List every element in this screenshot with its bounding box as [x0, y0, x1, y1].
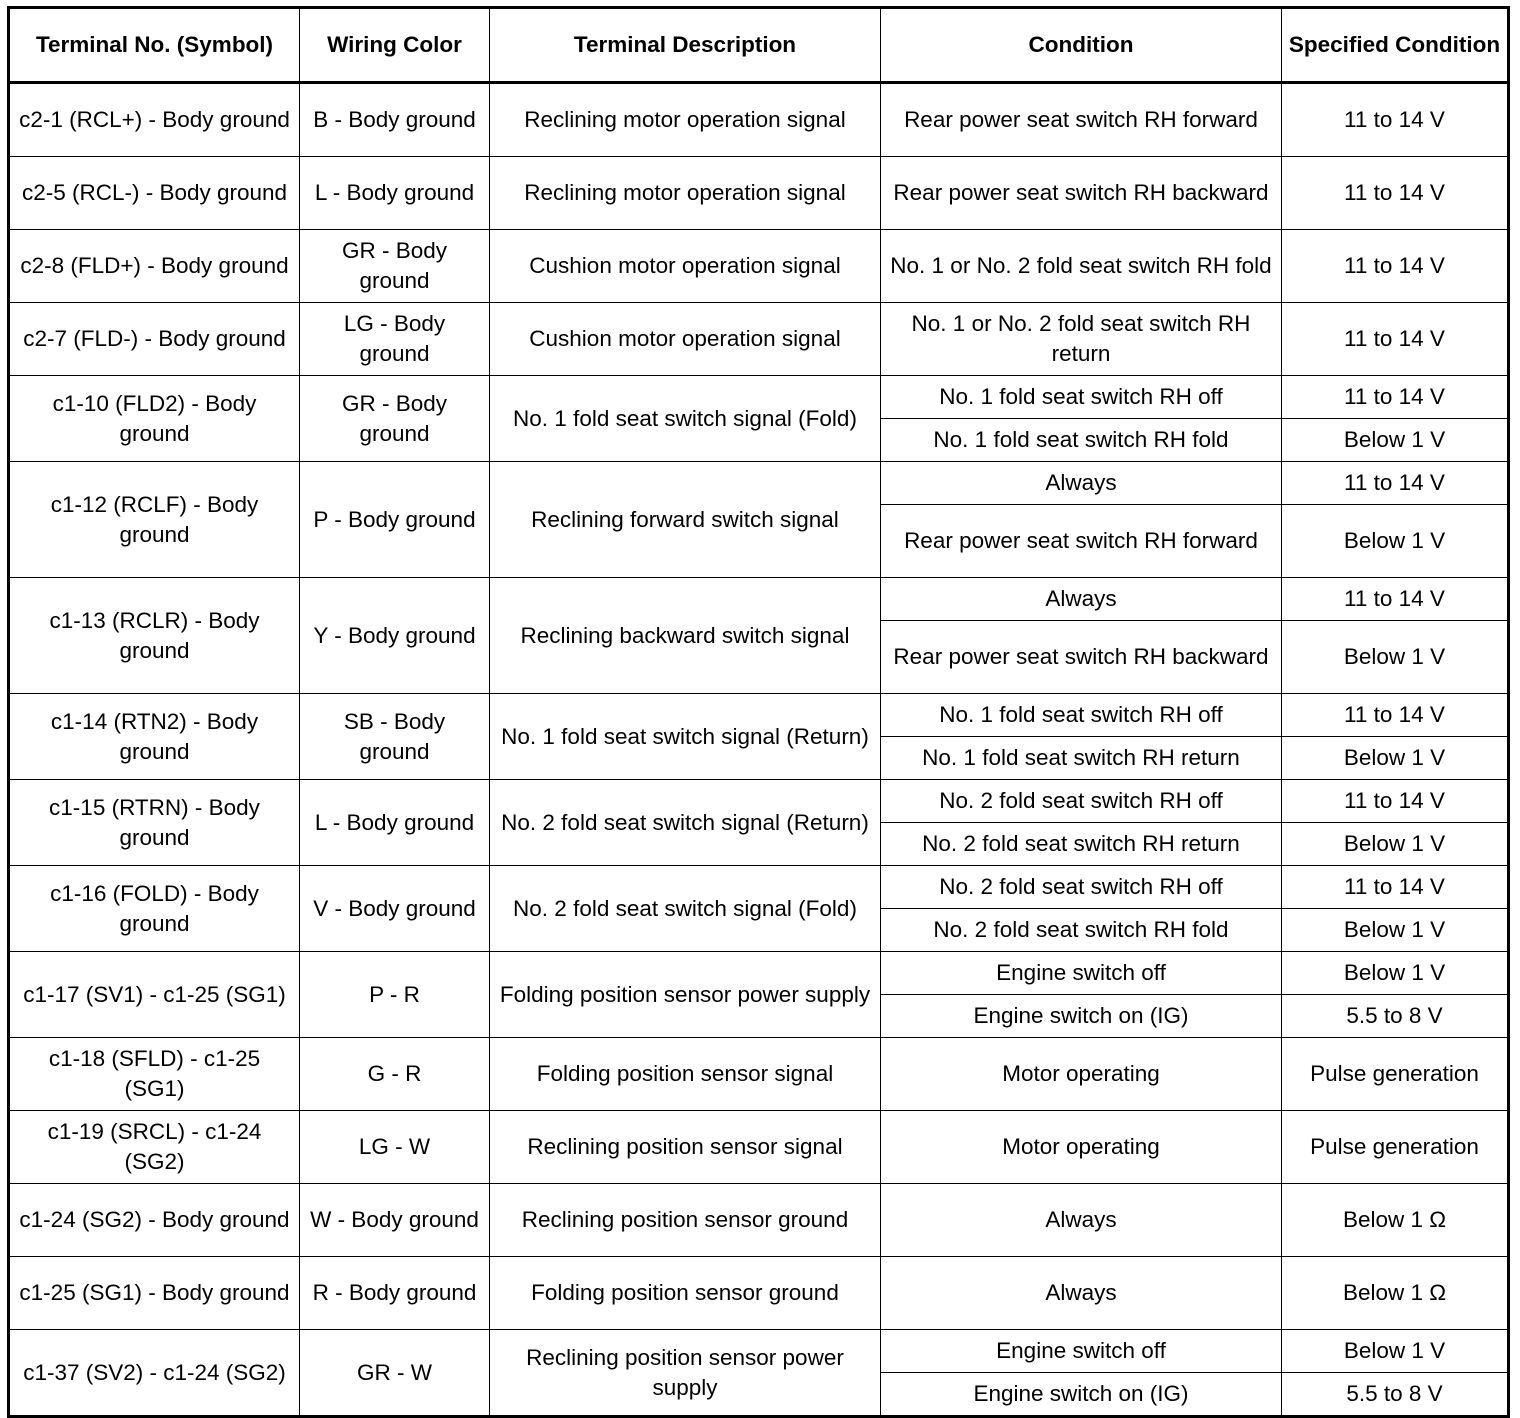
terminal-spec-table: [7, 6, 1510, 1418]
cell-wiring-color: V - Body ground: [300, 866, 490, 952]
cell-condition: Engine switch off: [881, 1330, 1282, 1373]
cell-wiring-color: G - R: [300, 1038, 490, 1111]
cell-description: Folding position sensor ground: [490, 1257, 881, 1330]
cell-wiring-color: P - R: [300, 952, 490, 1038]
cell-terminal: c1-19 (SRCL) - c1-24 (SG2): [9, 1111, 300, 1184]
cell-terminal: c2-7 (FLD-) - Body ground: [9, 303, 300, 376]
cell-condition: No. 2 fold seat switch RH return: [881, 823, 1282, 866]
cell-specified-condition: Below 1 V: [1282, 1330, 1509, 1373]
cell-condition: No. 1 fold seat switch RH return: [881, 737, 1282, 780]
cell-specified-condition: 11 to 14 V: [1282, 157, 1509, 230]
cell-wiring-color: W - Body ground: [300, 1184, 490, 1257]
table-row: [9, 1038, 1509, 1111]
cell-condition: Always: [881, 1257, 1282, 1330]
table-row: [9, 1330, 1509, 1373]
cell-terminal: c1-16 (FOLD) - Body ground: [9, 866, 300, 952]
cell-description: Reclining position sensor power supply: [490, 1330, 881, 1417]
cell-condition: Rear power seat switch RH backward: [881, 157, 1282, 230]
cell-specified-condition: Below 1 V: [1282, 737, 1509, 780]
table-body: [9, 83, 1509, 1417]
cell-description: Reclining position sensor signal: [490, 1111, 881, 1184]
cell-terminal: c1-24 (SG2) - Body ground: [9, 1184, 300, 1257]
cell-terminal: c1-13 (RCLR) - Body ground: [9, 578, 300, 694]
table-row: [9, 578, 1509, 621]
cell-condition: Engine switch on (IG): [881, 995, 1282, 1038]
header-terminal-description: Terminal Description: [490, 8, 881, 83]
table-row: [9, 694, 1509, 737]
cell-description: Reclining backward switch signal: [490, 578, 881, 694]
table-row: [9, 303, 1509, 376]
cell-wiring-color: R - Body ground: [300, 1257, 490, 1330]
cell-condition: No. 1 fold seat switch RH off: [881, 694, 1282, 737]
cell-condition: No. 2 fold seat switch RH fold: [881, 909, 1282, 952]
table-row: [9, 462, 1509, 505]
cell-terminal: c1-14 (RTN2) - Body ground: [9, 694, 300, 780]
cell-specified-condition: 11 to 14 V: [1282, 462, 1509, 505]
cell-specified-condition: 11 to 14 V: [1282, 866, 1509, 909]
cell-condition: No. 2 fold seat switch RH off: [881, 866, 1282, 909]
cell-condition: Always: [881, 1184, 1282, 1257]
table-row: [9, 376, 1509, 419]
cell-wiring-color: LG - Body ground: [300, 303, 490, 376]
cell-description: Reclining forward switch signal: [490, 462, 881, 578]
cell-description: Cushion motor operation signal: [490, 230, 881, 303]
cell-description: No. 1 fold seat switch signal (Fold): [490, 376, 881, 462]
cell-condition: Rear power seat switch RH forward: [881, 505, 1282, 578]
header-row: [9, 8, 1509, 83]
cell-specified-condition: Below 1 V: [1282, 621, 1509, 694]
cell-condition: Rear power seat switch RH forward: [881, 83, 1282, 157]
table-row: [9, 230, 1509, 303]
cell-description: Folding position sensor power supply: [490, 952, 881, 1038]
cell-terminal: c1-37 (SV2) - c1-24 (SG2): [9, 1330, 300, 1417]
cell-wiring-color: Y - Body ground: [300, 578, 490, 694]
table-row: [9, 1257, 1509, 1330]
cell-condition: Always: [881, 578, 1282, 621]
cell-specified-condition: Below 1 V: [1282, 419, 1509, 462]
cell-condition: Engine switch off: [881, 952, 1282, 995]
cell-specified-condition: 11 to 14 V: [1282, 83, 1509, 157]
cell-specified-condition: 11 to 14 V: [1282, 303, 1509, 376]
cell-wiring-color: LG - W: [300, 1111, 490, 1184]
cell-specified-condition: 11 to 14 V: [1282, 578, 1509, 621]
cell-description: Cushion motor operation signal: [490, 303, 881, 376]
cell-terminal: c2-8 (FLD+) - Body ground: [9, 230, 300, 303]
cell-description: Reclining position sensor ground: [490, 1184, 881, 1257]
cell-condition: Always: [881, 462, 1282, 505]
cell-condition: Motor operating: [881, 1111, 1282, 1184]
table-row: [9, 866, 1509, 909]
cell-terminal: c1-10 (FLD2) - Body ground: [9, 376, 300, 462]
cell-terminal: c1-25 (SG1) - Body ground: [9, 1257, 300, 1330]
cell-specified-condition: 11 to 14 V: [1282, 376, 1509, 419]
cell-wiring-color: L - Body ground: [300, 157, 490, 230]
cell-specified-condition: Below 1 Ω: [1282, 1184, 1509, 1257]
cell-condition: No. 1 fold seat switch RH fold: [881, 419, 1282, 462]
header-condition: Condition: [881, 8, 1282, 83]
cell-wiring-color: GR - Body ground: [300, 376, 490, 462]
cell-specified-condition: 11 to 14 V: [1282, 694, 1509, 737]
cell-terminal: c2-1 (RCL+) - Body ground: [9, 83, 300, 157]
table-row: [9, 780, 1509, 823]
cell-specified-condition: 5.5 to 8 V: [1282, 1373, 1509, 1417]
table-row: [9, 1184, 1509, 1257]
cell-wiring-color: SB - Body ground: [300, 694, 490, 780]
header-specified-condition: Specified Condition: [1282, 8, 1509, 83]
cell-specified-condition: Below 1 V: [1282, 823, 1509, 866]
table-row: [9, 157, 1509, 230]
cell-condition: No. 1 or No. 2 fold seat switch RH return: [881, 303, 1282, 376]
cell-description: Folding position sensor signal: [490, 1038, 881, 1111]
cell-terminal: c1-12 (RCLF) - Body ground: [9, 462, 300, 578]
cell-specified-condition: 11 to 14 V: [1282, 230, 1509, 303]
cell-terminal: c1-17 (SV1) - c1-25 (SG1): [9, 952, 300, 1038]
table-container: [7, 6, 1510, 1418]
cell-description: Reclining motor operation signal: [490, 157, 881, 230]
cell-condition: Motor operating: [881, 1038, 1282, 1111]
cell-terminal: c1-18 (SFLD) - c1-25 (SG1): [9, 1038, 300, 1111]
cell-specified-condition: Below 1 V: [1282, 952, 1509, 995]
cell-terminal: c1-15 (RTRN) - Body ground: [9, 780, 300, 866]
cell-specified-condition: Below 1 Ω: [1282, 1257, 1509, 1330]
header-wiring-color: Wiring Color: [300, 8, 490, 83]
cell-wiring-color: L - Body ground: [300, 780, 490, 866]
cell-wiring-color: P - Body ground: [300, 462, 490, 578]
cell-specified-condition: Pulse generation: [1282, 1111, 1509, 1184]
table-row: [9, 952, 1509, 995]
cell-condition: Engine switch on (IG): [881, 1373, 1282, 1417]
cell-specified-condition: Pulse generation: [1282, 1038, 1509, 1111]
cell-wiring-color: B - Body ground: [300, 83, 490, 157]
cell-description: No. 2 fold seat switch signal (Return): [490, 780, 881, 866]
cell-wiring-color: GR - Body ground: [300, 230, 490, 303]
cell-description: No. 2 fold seat switch signal (Fold): [490, 866, 881, 952]
cell-description: No. 1 fold seat switch signal (Return): [490, 694, 881, 780]
cell-specified-condition: Below 1 V: [1282, 505, 1509, 578]
cell-condition: No. 1 or No. 2 fold seat switch RH fold: [881, 230, 1282, 303]
cell-condition: Rear power seat switch RH backward: [881, 621, 1282, 694]
cell-wiring-color: GR - W: [300, 1330, 490, 1417]
table-row: [9, 83, 1509, 157]
table-header: [9, 8, 1509, 83]
header-terminal: Terminal No. (Symbol): [9, 8, 300, 83]
cell-condition: No. 2 fold seat switch RH off: [881, 780, 1282, 823]
cell-specified-condition: 11 to 14 V: [1282, 780, 1509, 823]
cell-condition: No. 1 fold seat switch RH off: [881, 376, 1282, 419]
cell-specified-condition: 5.5 to 8 V: [1282, 995, 1509, 1038]
table-row: [9, 1111, 1509, 1184]
cell-description: Reclining motor operation signal: [490, 83, 881, 157]
cell-specified-condition: Below 1 V: [1282, 909, 1509, 952]
cell-terminal: c2-5 (RCL-) - Body ground: [9, 157, 300, 230]
